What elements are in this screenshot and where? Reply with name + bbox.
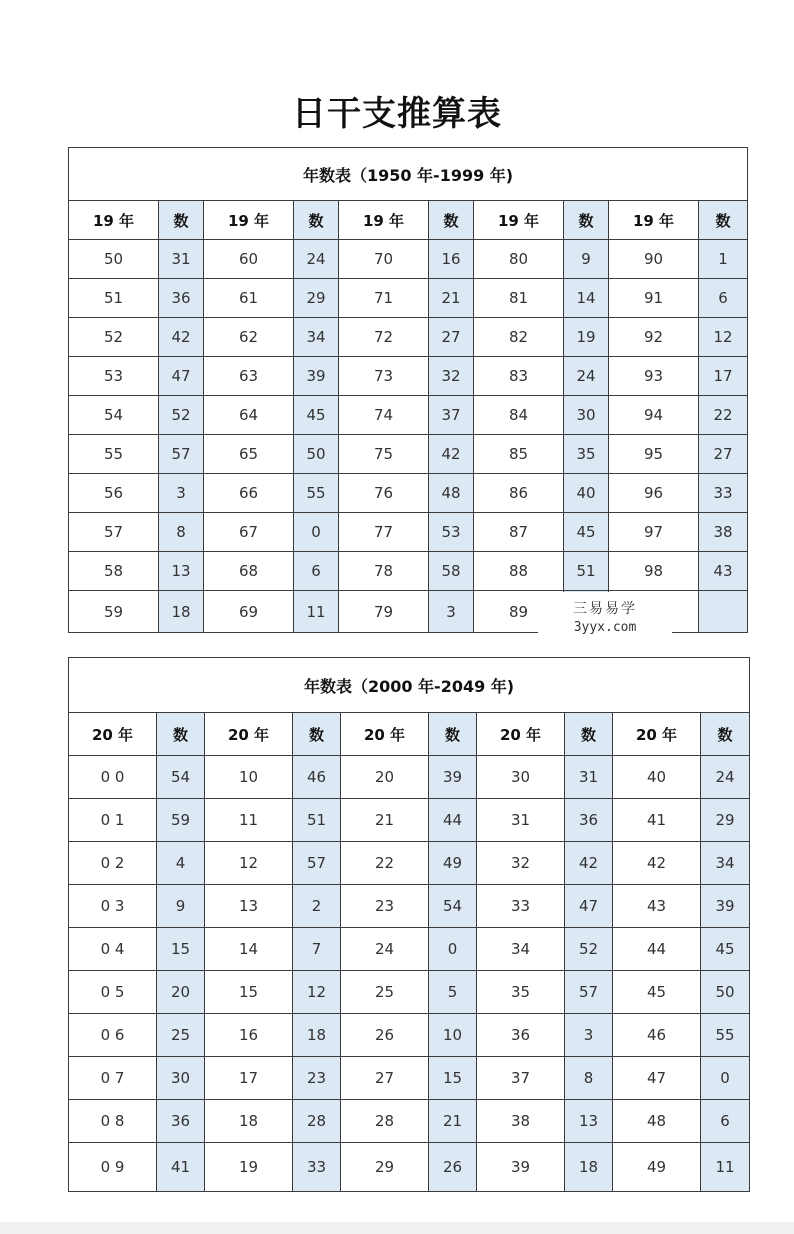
year-cell: 44 bbox=[613, 928, 701, 971]
year-cell: 58 bbox=[69, 552, 159, 591]
number-cell: 26 bbox=[429, 1143, 477, 1192]
table-row bbox=[69, 357, 748, 396]
number-cell: 12 bbox=[293, 971, 341, 1014]
number-cell: 24 bbox=[701, 756, 750, 799]
number-cell: 45 bbox=[294, 396, 339, 435]
header-number: 数 bbox=[429, 201, 474, 240]
number-cell: 45 bbox=[564, 513, 609, 552]
number-cell: 50 bbox=[294, 435, 339, 474]
number-cell: 34 bbox=[294, 318, 339, 357]
number-cell: 44 bbox=[429, 799, 477, 842]
number-cell: 20 bbox=[157, 971, 205, 1014]
bottom-strip bbox=[0, 1222, 794, 1234]
table-row bbox=[69, 928, 750, 971]
table-row bbox=[69, 1014, 750, 1057]
number-cell: 25 bbox=[157, 1014, 205, 1057]
number-cell: 18 bbox=[565, 1143, 613, 1192]
number-cell: 50 bbox=[701, 971, 750, 1014]
year-cell: 20 bbox=[341, 756, 429, 799]
header-year: 20 年 bbox=[341, 713, 429, 756]
number-cell: 51 bbox=[293, 799, 341, 842]
table-row bbox=[69, 756, 750, 799]
number-cell: 6 bbox=[699, 279, 748, 318]
year-cell: 92 bbox=[609, 318, 699, 357]
year-cell: 85 bbox=[474, 435, 564, 474]
year-cell: 88 bbox=[474, 552, 564, 591]
header-number: 数 bbox=[701, 713, 750, 756]
year-cell: 64 bbox=[204, 396, 294, 435]
year-cell: 34 bbox=[477, 928, 565, 971]
year-cell: 84 bbox=[474, 396, 564, 435]
year-cell: 66 bbox=[204, 474, 294, 513]
number-cell: 22 bbox=[699, 396, 748, 435]
header-number: 数 bbox=[293, 713, 341, 756]
year-cell: 41 bbox=[613, 799, 701, 842]
number-cell: 40 bbox=[564, 474, 609, 513]
table-caption: 年数表（2000 年-2049 年) bbox=[69, 658, 750, 713]
year-cell: 61 bbox=[204, 279, 294, 318]
year-cell: 24 bbox=[341, 928, 429, 971]
number-cell: 6 bbox=[701, 1100, 750, 1143]
year-cell: 86 bbox=[474, 474, 564, 513]
number-cell: 1 bbox=[699, 240, 748, 279]
year-cell: 56 bbox=[69, 474, 159, 513]
number-cell: 18 bbox=[293, 1014, 341, 1057]
number-cell: 13 bbox=[159, 552, 204, 591]
watermark-logo bbox=[538, 592, 672, 638]
year-cell: 14 bbox=[205, 928, 293, 971]
header-year: 19 年 bbox=[339, 201, 429, 240]
number-cell: 55 bbox=[701, 1014, 750, 1057]
year-cell: 89 bbox=[474, 591, 564, 633]
year-cell: 19 bbox=[205, 1143, 293, 1192]
number-cell: 39 bbox=[429, 756, 477, 799]
number-cell: 18 bbox=[159, 591, 204, 633]
table-row bbox=[69, 1100, 750, 1143]
year-cell: 57 bbox=[69, 513, 159, 552]
header-year: 20 年 bbox=[477, 713, 565, 756]
table-row bbox=[69, 513, 748, 552]
year-cell: 35 bbox=[477, 971, 565, 1014]
year-cell: 73 bbox=[339, 357, 429, 396]
number-cell: 35 bbox=[564, 435, 609, 474]
year-cell: 67 bbox=[204, 513, 294, 552]
year-cell: 72 bbox=[339, 318, 429, 357]
number-cell: 58 bbox=[429, 552, 474, 591]
number-cell: 53 bbox=[429, 513, 474, 552]
number-cell: 13 bbox=[565, 1100, 613, 1143]
number-cell: 39 bbox=[294, 357, 339, 396]
year-cell: 13 bbox=[205, 885, 293, 928]
number-cell: 21 bbox=[429, 1100, 477, 1143]
year-cell: 48 bbox=[613, 1100, 701, 1143]
number-cell: 43 bbox=[699, 552, 748, 591]
year-cell: 54 bbox=[69, 396, 159, 435]
number-cell: 29 bbox=[294, 279, 339, 318]
number-cell: 36 bbox=[157, 1100, 205, 1143]
number-cell: 9 bbox=[564, 240, 609, 279]
table-row bbox=[69, 885, 750, 928]
number-cell: 0 bbox=[701, 1057, 750, 1100]
year-cell: 29 bbox=[341, 1143, 429, 1192]
number-cell: 8 bbox=[565, 1057, 613, 1100]
year-cell: 42 bbox=[613, 842, 701, 885]
number-cell: 39 bbox=[701, 885, 750, 928]
table-row bbox=[69, 318, 748, 357]
number-cell: 57 bbox=[159, 435, 204, 474]
number-cell: 31 bbox=[565, 756, 613, 799]
year-table-2000-2049 bbox=[68, 657, 750, 1192]
number-cell: 27 bbox=[699, 435, 748, 474]
table-row bbox=[69, 799, 750, 842]
number-cell: 52 bbox=[565, 928, 613, 971]
number-cell: 38 bbox=[699, 513, 748, 552]
number-cell: 2 bbox=[293, 885, 341, 928]
number-cell: 36 bbox=[159, 279, 204, 318]
table-row bbox=[69, 279, 748, 318]
year-cell: 75 bbox=[339, 435, 429, 474]
header-number: 数 bbox=[429, 713, 477, 756]
year-cell: 46 bbox=[613, 1014, 701, 1057]
number-cell: 9 bbox=[157, 885, 205, 928]
number-cell: 52 bbox=[159, 396, 204, 435]
year-cell: 43 bbox=[613, 885, 701, 928]
year-cell: 51 bbox=[69, 279, 159, 318]
year-cell: 62 bbox=[204, 318, 294, 357]
header-number: 数 bbox=[157, 713, 205, 756]
year-cell: 94 bbox=[609, 396, 699, 435]
number-cell: 3 bbox=[565, 1014, 613, 1057]
year-cell: 71 bbox=[339, 279, 429, 318]
year-cell: 68 bbox=[204, 552, 294, 591]
table-row bbox=[69, 396, 748, 435]
year-cell: 21 bbox=[341, 799, 429, 842]
number-cell: 0 bbox=[294, 513, 339, 552]
year-cell: 0 7 bbox=[69, 1057, 157, 1100]
number-cell: 51 bbox=[564, 552, 609, 591]
header-year: 20 年 bbox=[205, 713, 293, 756]
header-number: 数 bbox=[159, 201, 204, 240]
year-cell: 25 bbox=[341, 971, 429, 1014]
year-cell: 81 bbox=[474, 279, 564, 318]
year-cell: 36 bbox=[477, 1014, 565, 1057]
number-cell: 59 bbox=[157, 799, 205, 842]
header-number: 数 bbox=[294, 201, 339, 240]
number-cell: 32 bbox=[429, 357, 474, 396]
year-cell: 45 bbox=[613, 971, 701, 1014]
header-number: 数 bbox=[565, 713, 613, 756]
number-cell: 6 bbox=[294, 552, 339, 591]
year-cell: 79 bbox=[339, 591, 429, 633]
year-cell: 80 bbox=[474, 240, 564, 279]
year-cell: 0 3 bbox=[69, 885, 157, 928]
header-row bbox=[69, 713, 750, 756]
year-cell: 0 5 bbox=[69, 971, 157, 1014]
year-cell: 18 bbox=[205, 1100, 293, 1143]
year-cell: 95 bbox=[609, 435, 699, 474]
year-cell: 11 bbox=[205, 799, 293, 842]
number-cell bbox=[699, 591, 748, 633]
year-cell: 52 bbox=[69, 318, 159, 357]
number-cell: 31 bbox=[159, 240, 204, 279]
watermark-name: 三易易学 bbox=[573, 601, 637, 617]
number-cell: 34 bbox=[701, 842, 750, 885]
year-cell: 60 bbox=[204, 240, 294, 279]
number-cell: 49 bbox=[429, 842, 477, 885]
header-row bbox=[69, 201, 748, 240]
number-cell: 41 bbox=[157, 1143, 205, 1192]
number-cell: 27 bbox=[429, 318, 474, 357]
table-row bbox=[69, 842, 750, 885]
header-year: 19 年 bbox=[474, 201, 564, 240]
number-cell: 12 bbox=[699, 318, 748, 357]
year-cell: 15 bbox=[205, 971, 293, 1014]
year-cell: 0 1 bbox=[69, 799, 157, 842]
number-cell: 8 bbox=[159, 513, 204, 552]
year-cell: 27 bbox=[341, 1057, 429, 1100]
year-cell: 12 bbox=[205, 842, 293, 885]
number-cell: 19 bbox=[564, 318, 609, 357]
table-row bbox=[69, 552, 748, 591]
year-cell: 40 bbox=[613, 756, 701, 799]
number-cell: 15 bbox=[157, 928, 205, 971]
number-cell: 15 bbox=[429, 1057, 477, 1100]
year-cell: 47 bbox=[613, 1057, 701, 1100]
year-cell: 30 bbox=[477, 756, 565, 799]
year-cell: 74 bbox=[339, 396, 429, 435]
year-cell: 0 4 bbox=[69, 928, 157, 971]
year-cell: 39 bbox=[477, 1143, 565, 1192]
year-cell: 28 bbox=[341, 1100, 429, 1143]
number-cell: 30 bbox=[157, 1057, 205, 1100]
year-cell: 78 bbox=[339, 552, 429, 591]
year-cell: 26 bbox=[341, 1014, 429, 1057]
number-cell: 23 bbox=[293, 1057, 341, 1100]
number-cell: 29 bbox=[701, 799, 750, 842]
year-cell: 59 bbox=[69, 591, 159, 633]
year-cell: 37 bbox=[477, 1057, 565, 1100]
number-cell: 28 bbox=[293, 1100, 341, 1143]
watermark-url: 3yyx.com bbox=[573, 620, 637, 635]
header-number: 数 bbox=[699, 201, 748, 240]
year-cell: 0 2 bbox=[69, 842, 157, 885]
table-row bbox=[69, 971, 750, 1014]
number-cell: 36 bbox=[565, 799, 613, 842]
number-cell: 11 bbox=[701, 1143, 750, 1192]
year-cell: 77 bbox=[339, 513, 429, 552]
header-year: 19 年 bbox=[609, 201, 699, 240]
number-cell: 55 bbox=[294, 474, 339, 513]
year-cell: 69 bbox=[204, 591, 294, 633]
year-cell: 91 bbox=[609, 279, 699, 318]
number-cell: 54 bbox=[429, 885, 477, 928]
number-cell: 4 bbox=[157, 842, 205, 885]
year-cell: 70 bbox=[339, 240, 429, 279]
year-cell: 93 bbox=[609, 357, 699, 396]
year-cell: 50 bbox=[69, 240, 159, 279]
number-cell: 37 bbox=[429, 396, 474, 435]
number-cell: 42 bbox=[429, 435, 474, 474]
year-cell: 63 bbox=[204, 357, 294, 396]
number-cell: 3 bbox=[159, 474, 204, 513]
number-cell: 33 bbox=[293, 1143, 341, 1192]
year-cell: 0 9 bbox=[69, 1143, 157, 1192]
table-row bbox=[69, 1143, 750, 1192]
header-year: 20 年 bbox=[613, 713, 701, 756]
year-cell: 65 bbox=[204, 435, 294, 474]
year-cell: 83 bbox=[474, 357, 564, 396]
year-cell: 0 8 bbox=[69, 1100, 157, 1143]
header-year: 19 年 bbox=[69, 201, 159, 240]
year-cell: 31 bbox=[477, 799, 565, 842]
number-cell: 42 bbox=[565, 842, 613, 885]
number-cell: 11 bbox=[294, 591, 339, 633]
year-cell: 33 bbox=[477, 885, 565, 928]
number-cell: 46 bbox=[293, 756, 341, 799]
number-cell: 17 bbox=[699, 357, 748, 396]
number-cell: 45 bbox=[701, 928, 750, 971]
year-cell: 98 bbox=[609, 552, 699, 591]
number-cell: 7 bbox=[293, 928, 341, 971]
page-title: 日干支推算表 bbox=[292, 94, 502, 134]
year-cell: 22 bbox=[341, 842, 429, 885]
year-cell: 10 bbox=[205, 756, 293, 799]
number-cell: 21 bbox=[429, 279, 474, 318]
number-cell: 57 bbox=[293, 842, 341, 885]
number-cell: 0 bbox=[429, 928, 477, 971]
number-cell: 24 bbox=[294, 240, 339, 279]
year-cell: 76 bbox=[339, 474, 429, 513]
year-cell: 17 bbox=[205, 1057, 293, 1100]
table-row bbox=[69, 435, 748, 474]
header-year: 20 年 bbox=[69, 713, 157, 756]
year-cell: 23 bbox=[341, 885, 429, 928]
number-cell: 48 bbox=[429, 474, 474, 513]
number-cell: 16 bbox=[429, 240, 474, 279]
number-cell: 57 bbox=[565, 971, 613, 1014]
number-cell: 42 bbox=[159, 318, 204, 357]
header-year: 19 年 bbox=[204, 201, 294, 240]
year-cell: 82 bbox=[474, 318, 564, 357]
number-cell: 5 bbox=[429, 971, 477, 1014]
table-row bbox=[69, 240, 748, 279]
year-table-1950-1999 bbox=[68, 147, 748, 633]
year-cell: 87 bbox=[474, 513, 564, 552]
number-cell: 24 bbox=[564, 357, 609, 396]
number-cell: 33 bbox=[699, 474, 748, 513]
year-cell: 38 bbox=[477, 1100, 565, 1143]
year-cell: 16 bbox=[205, 1014, 293, 1057]
number-cell: 10 bbox=[429, 1014, 477, 1057]
year-cell: 96 bbox=[609, 474, 699, 513]
number-cell: 54 bbox=[157, 756, 205, 799]
header-number: 数 bbox=[564, 201, 609, 240]
number-cell: 14 bbox=[564, 279, 609, 318]
number-cell: 47 bbox=[565, 885, 613, 928]
year-cell: 55 bbox=[69, 435, 159, 474]
table-row bbox=[69, 1057, 750, 1100]
year-cell: 53 bbox=[69, 357, 159, 396]
number-cell: 47 bbox=[159, 357, 204, 396]
table-row bbox=[69, 474, 748, 513]
year-cell: 0 0 bbox=[69, 756, 157, 799]
year-cell: 49 bbox=[613, 1143, 701, 1192]
year-cell: 90 bbox=[609, 240, 699, 279]
number-cell: 30 bbox=[564, 396, 609, 435]
table-caption: 年数表（1950 年-1999 年) bbox=[69, 148, 748, 201]
number-cell: 3 bbox=[429, 591, 474, 633]
year-cell: 97 bbox=[609, 513, 699, 552]
year-cell: 0 6 bbox=[69, 1014, 157, 1057]
year-cell: 32 bbox=[477, 842, 565, 885]
